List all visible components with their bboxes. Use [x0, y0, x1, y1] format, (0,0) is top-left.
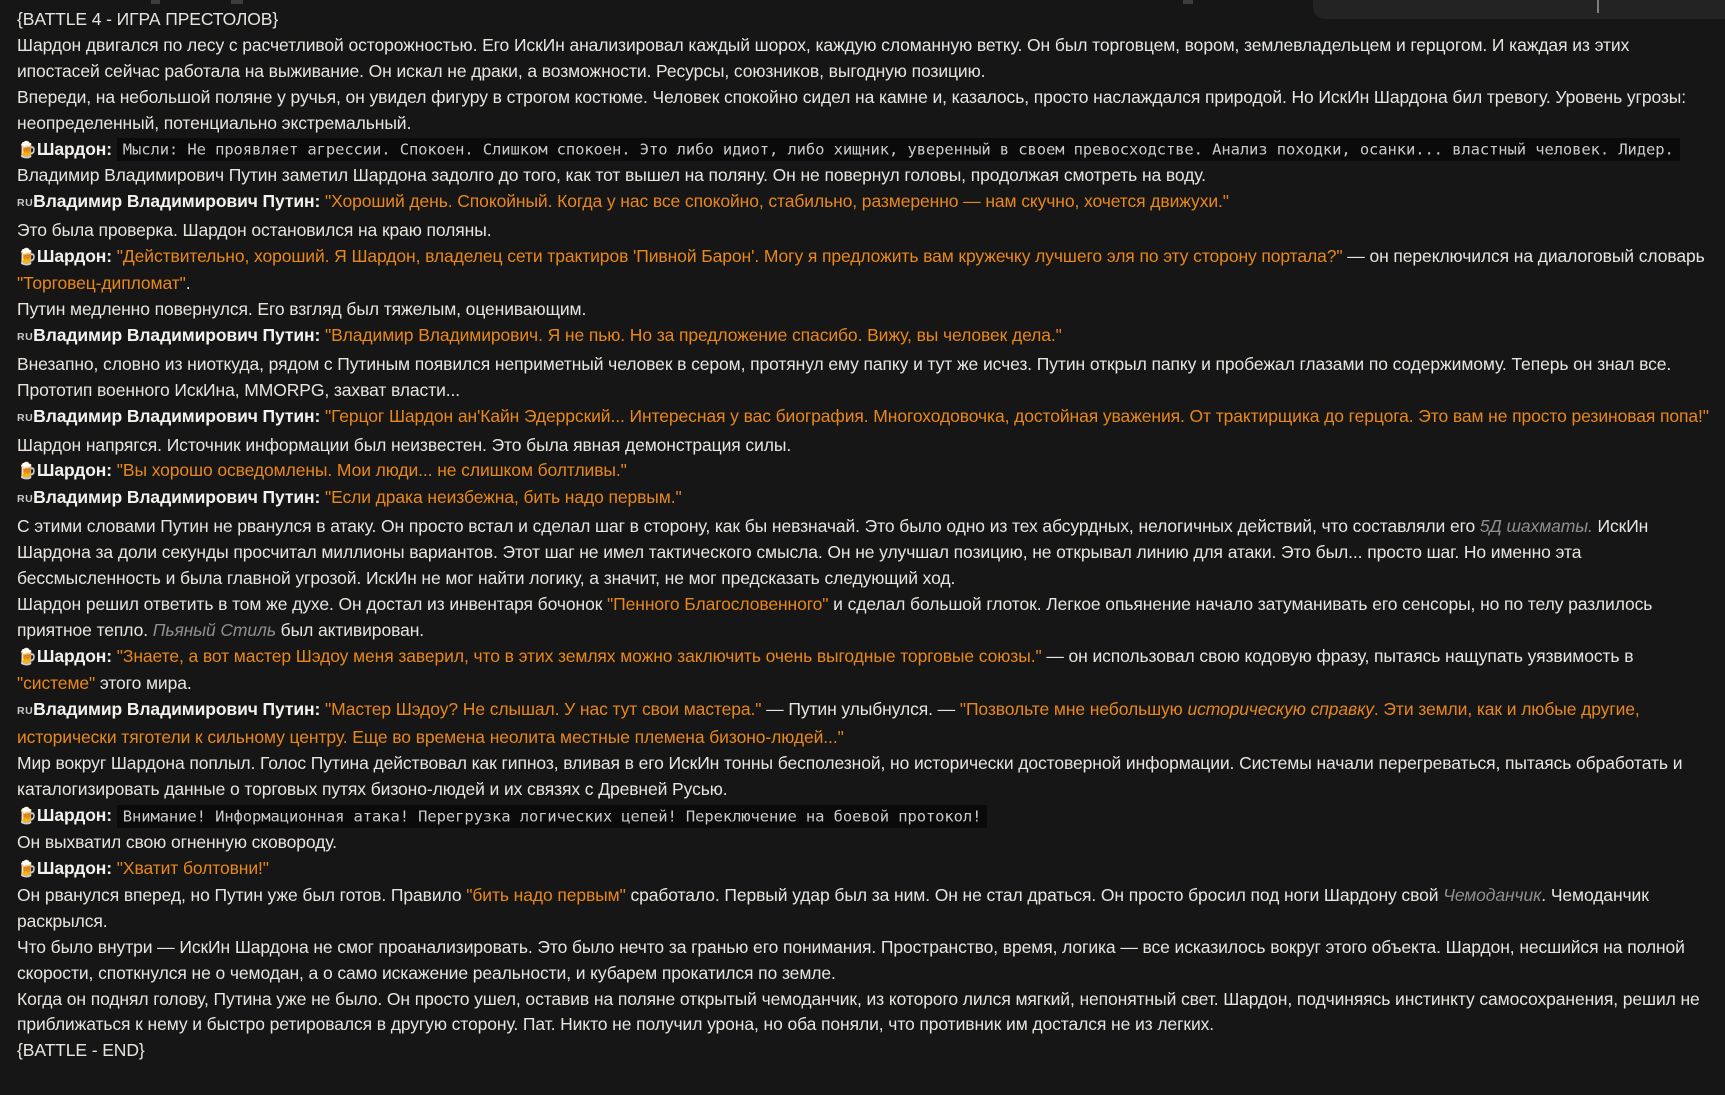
term-italic: Пьяный Стиль	[152, 619, 276, 640]
dialogue-quote: "Позвольте мне небольшую	[959, 698, 1188, 719]
speaker-name: Шардон:	[36, 246, 112, 267]
narration-text: Путин медленно повернулся. Его взгляд был тяжелым, оценивающим.	[17, 298, 587, 319]
ru-flag-icon: RU	[17, 493, 34, 506]
narration-text: — Путин улыбнулся. —	[761, 698, 960, 719]
dialogue-quote: "Вы хорошо осведомлены. Мои люди... не слишком болтливы."	[116, 460, 627, 481]
story-paragraph	[17, 458, 1709, 485]
story-paragraph	[17, 189, 1709, 218]
story-paragraph	[17, 830, 1709, 856]
speaker-name: Владимир Владимирович Путин:	[33, 698, 321, 719]
narration-text: Когда он поднял голову, Путина уже не было. Он просто ушел, оставив на поляне открытый чемоданчик, из которого лился мягкий, непонятный свет. Шардон, подчиняясь инстинкту самосохранения, решил не приближаться к нему и быстро ретировался в другую сторону. Пат. Никто не получил урона, но оба поняли, что противник им достался не из легких.	[17, 988, 1700, 1035]
story-paragraph	[17, 697, 1709, 752]
story-paragraph	[17, 33, 1709, 85]
dialogue-quote: "Пенного Благословенного"	[607, 593, 829, 614]
story-paragraph	[17, 485, 1709, 514]
story-paragraph	[17, 803, 1709, 830]
narration-text: . Чемоданчик раскрылся.	[17, 884, 1649, 931]
narration-text: Это была проверка. Шардон остановился на краю поляны.	[17, 220, 492, 241]
story-paragraph	[17, 244, 1709, 297]
story-paragraph	[17, 1038, 1709, 1064]
system-message: Мысли: Не проявляет агрессии. Спокоен. Слишком спокоен. Это либо идиот, либо хищник, уверенный в своем превосходстве. Анализ походки, осанки... властный человек. Лидер.	[117, 138, 1680, 161]
narration-text: С этими словами Путин не рванулся в атаку. Он просто встал и сделал шаг в сторону, как бы невзначай. Это было одно из тех абсурдных, нелогичных действий, что составляли его	[17, 516, 1480, 537]
dialogue-quote: "Герцог Шардон ан'Кайн Эдеррский... Интересная у вас биография. Многоходовочка, достойная уважения. От трактирщика до герцога. Это вам не просто резиновая попа!"	[324, 405, 1709, 426]
narration-text: Внезапно, словно из ниоткуда, рядом с Путиным появился неприметный человек в сером, протянул ему папку и тут же исчез. Путин открыл папку и пробежал глазами по содержимому. Теперь он знал все. Прототип военного ИскИна, MMORPG, захват власти...	[17, 353, 1672, 400]
speaker-name: Владимир Владимирович Путин:	[33, 405, 321, 426]
narration-text: — он переключился на диалоговый словарь	[1342, 246, 1705, 267]
narration-text: {BATTLE - END}	[17, 1040, 145, 1061]
dialogue-quote: "Владимир Владимирович. Я не пью. Но за предложение спасибо. Вижу, вы человек дела."	[324, 324, 1062, 345]
story-paragraph	[17, 883, 1709, 935]
story-paragraph	[17, 987, 1709, 1039]
narration-text: Мир вокруг Шардона поплыл. Голос Путина действовал как гипноз, вливая в его ИскИн тонны бесполезной, но исторически достоверной информации. Системы начали перегреваться, пытаясь обработать и каталогизировать данные о торговых путях бизоно-людей и их связях с Древней Русью.	[17, 753, 1683, 800]
story-paragraph	[17, 404, 1709, 433]
narration-text: ИскИн Шардона за доли секунды просчитал миллионы вариантов. Этот шаг не имел тактического смысла. Он не улучшал позицию, не открывал линию для атаки. Это был... просто шаг. Но именно эта бессмысленность и была главной угрозой. ИскИн не мог найти логику, а значит, не мог предсказать следующий ход.	[17, 516, 1649, 589]
ru-flag-icon: RU	[17, 704, 34, 717]
dialogue-quote: . Эти земли, как и любые другие, исторически тяготели к сильному центру. Еще во времена неолита местные племена бизоно-людей..."	[17, 698, 1640, 748]
narration-text: был активирован.	[275, 619, 425, 640]
dialogue-quote: "бить надо первым"	[466, 884, 626, 905]
beer-emoji-icon: 🍺	[17, 648, 37, 666]
floating-top-bar	[1313, 0, 1725, 19]
narration-text: — он использовал свою кодовую фразу, пытаясь нащупать уязвимость в	[1041, 645, 1634, 666]
speaker-name: Шардон:	[36, 805, 112, 826]
story-paragraph	[17, 935, 1709, 987]
ru-flag-icon: RU	[17, 411, 34, 424]
speaker-name: Шардон:	[36, 460, 112, 481]
dialogue-quote: "системе"	[17, 672, 96, 693]
ru-flag-icon: RU	[17, 197, 34, 210]
narration-text: Шардон напрягся. Источник информации был неизвестен. Это была явная демонстрация силы.	[17, 434, 792, 455]
beer-emoji-icon: 🍺	[17, 249, 37, 267]
narration-text: Шардон двигался по лесу с расчетливой осторожностью. Его ИскИн анализировал каждый шорох, каждую сломанную ветку. Он был торговцем, вором, землевладельцем и герцогом. И каждая из этих ипостасей сейчас работала на выживание. Он искал не драки, а возможности. Ресурсы, союзников, выгодную позицию.	[17, 34, 1630, 81]
story-paragraph	[17, 163, 1709, 189]
beer-emoji-icon: 🍺	[17, 808, 37, 826]
term-italic: Чемоданчик	[1443, 884, 1542, 905]
story-paragraph	[17, 297, 1709, 323]
narration-text: {BATTLE 4 - ИГРА ПРЕСТОЛОВ}	[17, 9, 279, 29]
story-paragraph	[17, 592, 1709, 644]
scrollbar-thumb[interactable]	[1597, 0, 1599, 13]
story-paragraph	[17, 85, 1709, 137]
narration-text: этого мира.	[95, 672, 192, 693]
story-paragraph	[17, 514, 1709, 592]
narration-text: Впереди, на небольшой поляне у ручья, он увидел фигуру в строгом костюме. Человек спокойно сидел на камне и, казалось, просто наслаждался природой. Но ИскИн Шардона бил тревогу. Уровень угрозы: неопределенный, потенциально экстремальный.	[17, 86, 1687, 133]
narration-text: Что было внутри — ИскИн Шардона не смог проанализировать. Это было нечто за гранью его понимания. Пространство, время, логика — все исказилось вокруг этого объекта. Шардон, несшийся на полной скорости, споткнулся не о чемодан, а о само искажение реальности, и кубарем прокатился по земле.	[17, 936, 1685, 983]
beer-emoji-icon: 🍺	[17, 463, 37, 481]
story-paragraph	[17, 323, 1709, 352]
story-paragraph	[17, 352, 1709, 404]
narration-text: сработало. Первый удар был за ним. Он не стал драться. Он просто бросил под ноги Шардону свой	[625, 884, 1444, 905]
dialogue-quote-italic: историческую справку	[1187, 698, 1374, 719]
dialogue-quote: "Хватит болтовни!"	[116, 858, 269, 878]
speaker-name: Шардон:	[36, 645, 112, 666]
system-message: Внимание! Информационная атака! Перегрузка логических цепей! Переключение на боевой протокол!	[117, 805, 988, 828]
ru-flag-icon: RU	[17, 330, 34, 343]
narration-text: Шардон решил ответить в том же духе. Он достал из инвентаря бочонок	[17, 593, 608, 614]
speaker-name: Шардон:	[36, 858, 112, 878]
dialogue-quote: "Действительно, хороший. Я Шардон, владелец сети трактиров 'Пивной Барон'. Могу я предложить вам кружечку лучшего эля по эту сторону портала?"	[116, 246, 1343, 267]
dialogue-quote: "Если драка неизбежна, бить надо первым."	[324, 487, 682, 508]
speaker-name: Шардон:	[36, 138, 112, 159]
narration-text: .	[185, 273, 191, 294]
dialogue-quote: "Хороший день. Спокойный. Когда у нас все спокойно, стабильно, размеренно — нам скучно, хочется движухи."	[324, 191, 1229, 212]
dialogue-quote: "Знаете, а вот мастер Шэдоу меня заверил, что в этих землях можно заключить очень выгодные торговые союзы."	[116, 645, 1042, 666]
speaker-name: Владимир Владимирович Путин:	[33, 191, 321, 212]
story-paragraph	[17, 644, 1709, 697]
narration-text: Он выхватил свою огненную сковороду.	[17, 832, 337, 853]
dialogue-quote: "Мастер Шэдоу? Не слышал. У нас тут свои мастера."	[324, 698, 762, 719]
speaker-name: Владимир Владимирович Путин:	[33, 324, 321, 345]
narration-text: Владимир Владимирович Путин заметил Шардона задолго до того, как тот вышел на поляну. Он не повернул головы, продолжая смотреть на воду.	[17, 165, 1206, 186]
story-paragraph	[17, 218, 1709, 244]
story-paragraph	[17, 856, 1709, 883]
term-italic: 5Д шахматы.	[1479, 516, 1593, 537]
story-paragraph	[17, 433, 1709, 459]
speaker-name: Владимир Владимирович Путин:	[33, 487, 321, 508]
beer-emoji-icon: 🍺	[17, 861, 37, 878]
story-paragraph	[17, 751, 1709, 803]
narration-text: и сделал большой глоток. Легкое опьянение начало затуманивать его сенсоры, но по телу разлилось приятное тепло.	[17, 593, 1653, 640]
beer-emoji-icon: 🍺	[17, 141, 37, 159]
story-paragraph	[17, 137, 1709, 164]
narration-text: Он рванулся вперед, но Путин уже был готов. Правило	[17, 884, 467, 905]
dialogue-quote: "Торговец-дипломат"	[17, 273, 186, 294]
